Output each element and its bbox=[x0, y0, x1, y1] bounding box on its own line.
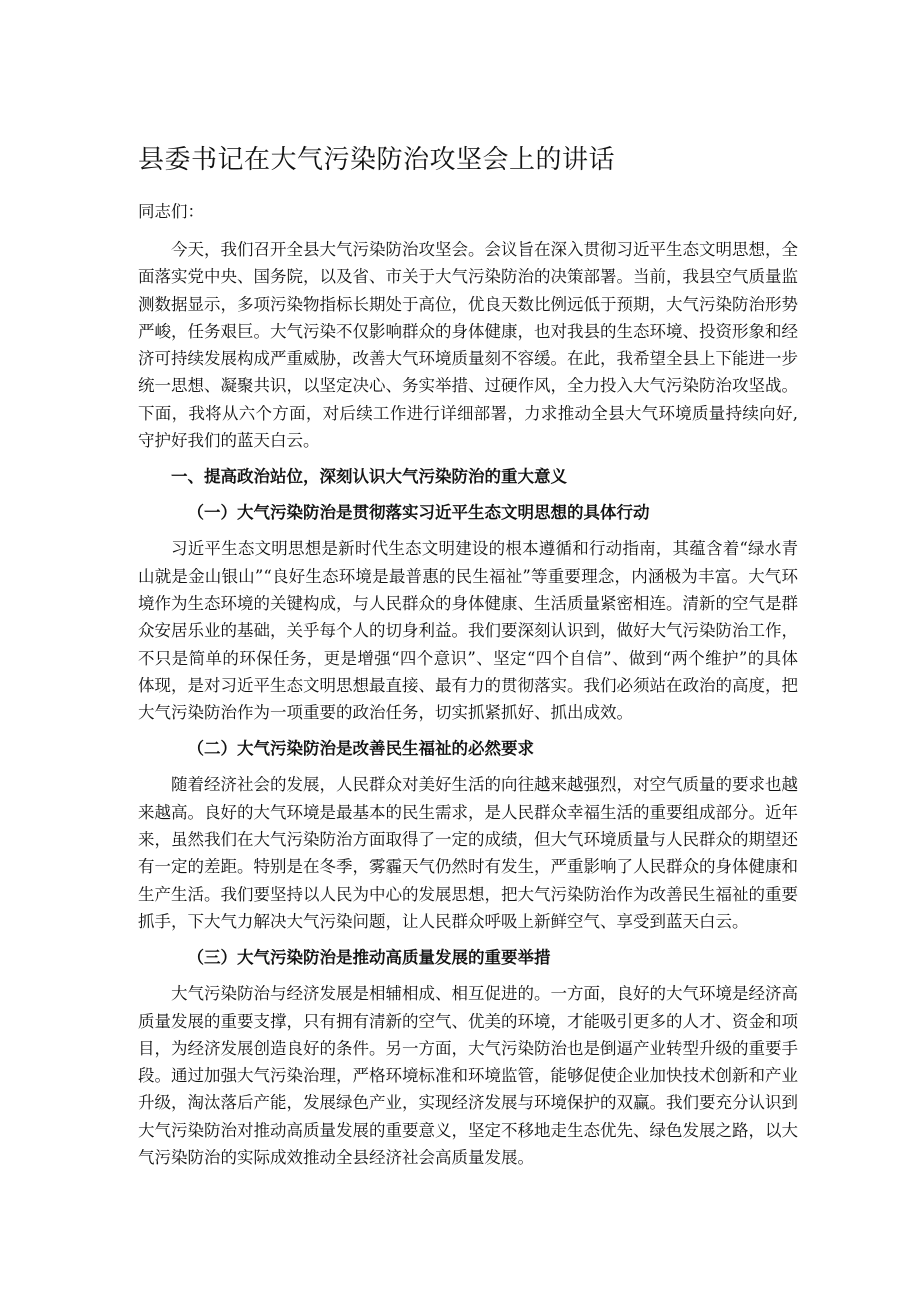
greeting: 同志们： bbox=[138, 202, 204, 221]
subsection-paragraph-2: 随着经济社会的发展，人民群众对美好生活的向往越来越强烈，对空气质量的要求也越来越高。良好的大气环境是最基本的民生需求，是人民群众幸福生活的重要组成部分。近年来，虽然我们在大气污染防治方面取得了一定的成绩，但大气环境质量与人民群众的期望还有一定的差距。特别是在冬季，雾霾天气仍然时有发生，严重影响了人民群众的身体健康和生产生活。我们要坚持以人民为中心的发展思想，把大气污染防治作为改善民生福祉的重要抓手，下大气力解决大气污染问题，让人民群众呼吸上新鲜空气、享受到蓝天白云。 bbox=[138, 775, 798, 931]
document-page bbox=[138, 140, 798, 1180]
subsection-paragraph-1: 习近平生态文明思想是新时代生态文明建设的根本遵循和行动指南，其蕴含着“绿水青山就是金山银山”“良好生态环境是最普惠的民生福祉”等重要理念，内涵极为丰富。大气环境作为生态环境的关键构成，与人民群众的身体健康、生活质量紧密相连。清新的空气是群众安居乐业的基础，关乎每个人的切身利益。我们要深刻认识到，做好大气污染防治工作，不只是简单的环保任务，更是增强“四个意识”、坚定“四个自信”、做到“两个维护”的具体体现，是对习近平生态文明思想最直接、最有力的贯彻落实。我们必须站在政治的高度，把大气污染防治作为一项重要的政治任务，切实抓紧抓好、抓出成效。 bbox=[138, 539, 798, 723]
subsection-heading-3: （三）大气污染防治是推动高质量发展的重要举措 bbox=[187, 948, 551, 968]
subsection-paragraph-3: 大气污染防治与经济发展是相辅相成、相互促进的。一方面，良好的大气环境是经济高质量发展的重要支撑，只有拥有清新的空气、优美的环境，才能吸引更多的人才、资金和项目，为经济发展创造良好的条件。另一方面，大气污染防治也是倒逼产业转型升级的重要手段。通过加强大气污染治理，严格环境标准和环境监管，能够促使企业加快技术创新和产业升级，淘汰落后产能，发展绿色产业，实现经济发展与环境保护的双赢。我们要充分认识到大气污染防治对推动高质量发展的重要意义，坚定不移地走生态优先、绿色发展之路，以大气污染防治的实际成效推动全县经济社会高质量发展。 bbox=[138, 984, 798, 1168]
subsection-heading-1: （一）大气污染防治是贯彻落实习近平生态文明思想的具体行动 bbox=[187, 503, 650, 523]
subsection-heading-2: （二）大气污染防治是改善民生福祉的必然要求 bbox=[187, 739, 534, 759]
document-title: 县委书记在大气污染防治攻坚会上的讲话 bbox=[138, 145, 616, 175]
intro-paragraph: 今天，我们召开全县大气污染防治攻坚会。会议旨在深入贯彻习近平生态文明思想，全面落实党中央、国务院，以及省、市关于大气污染防治的决策部署。当前，我县空气质量监测数据显示，多项污染物指标长期处于高位，优良天数比例远低于预期，大气污染防治形势严峻，任务艰巨。大气污染不仅影响群众的身体健康，也对我县的生态环境、投资形象和经济可持续发展构成严重威胁，改善大气环境质量刻不容缓。在此，我希望全县上下能进一步统一思想、凝聚共识，以坚定决心、务实举措、过硬作风，全力投入大气污染防治攻坚战。下面，我将从六个方面，对后续工作进行详细部署，力求推动全县大气环境质量持续向好,守护好我们的蓝天白云。 bbox=[138, 240, 798, 451]
section-heading-1: 一、提高政治站位，深刻认识大气污染防治的重大意义 bbox=[171, 467, 567, 487]
